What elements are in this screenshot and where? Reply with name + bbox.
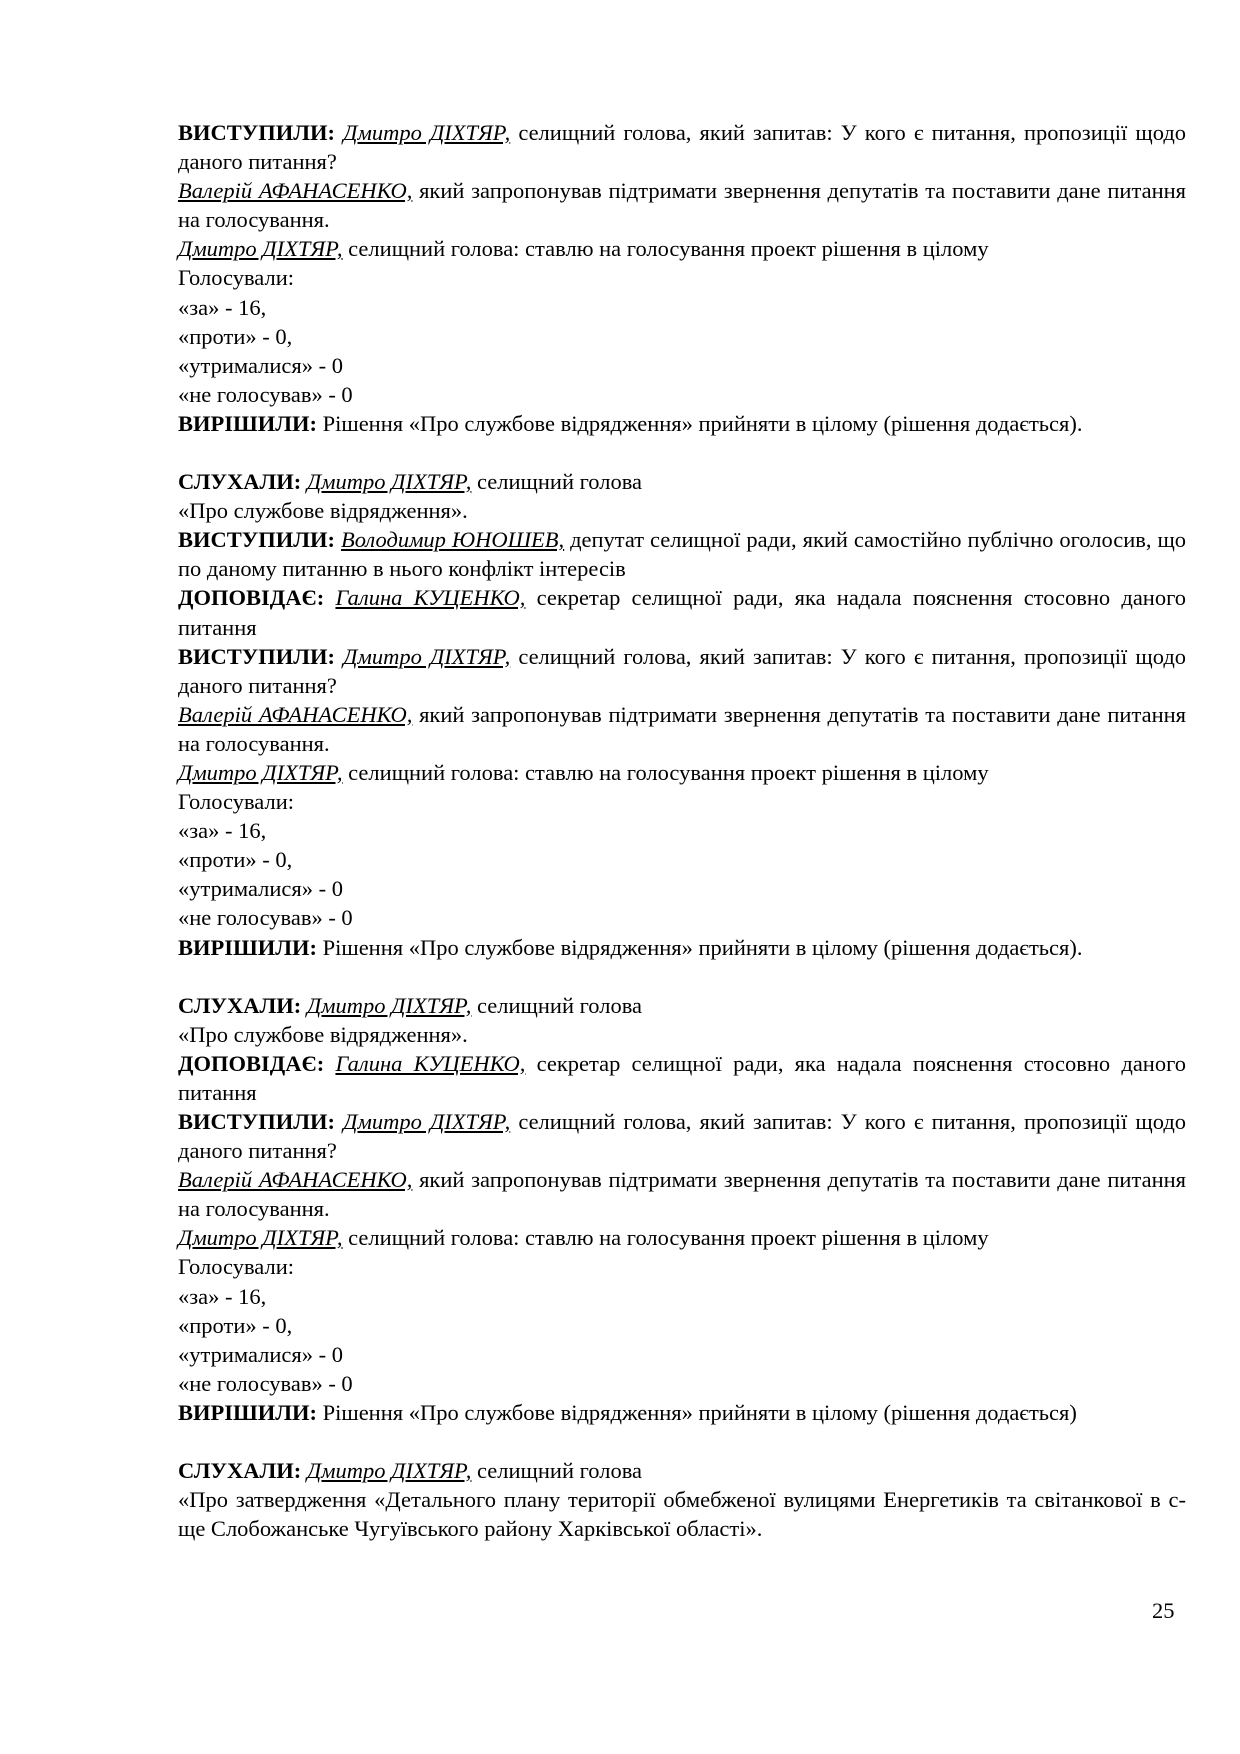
text-run: селищний голова [471, 469, 643, 495]
paragraph [178, 991, 1186, 1020]
paragraph [178, 1165, 1186, 1223]
text-run: Рішення «Про службове відрядження» прийняти в цілому (рішення додається) [316, 1399, 1077, 1425]
text-run: «утрималися» - 0 [178, 1341, 344, 1367]
paragraph [178, 1020, 1186, 1049]
text-run: секретар селищної ради, яка надала пояснення стосовно даного питання [178, 1050, 1187, 1105]
text-run: Рішення «Про службове відрядження» прийняти в цілому (рішення додається). [316, 934, 1083, 960]
text-run: «Про затвердження «Детального плану території обмебженої вулицями Енергетиків та світанкової в с-ще Слобожанське Чугуївського району Харківської області». [178, 1487, 1186, 1542]
section-keyword: ДОПОВІДАЄ: [178, 585, 325, 611]
text-run [324, 1051, 335, 1076]
text-run: «за» - 16, [178, 294, 267, 320]
text-run: «за» - 16, [178, 1283, 267, 1309]
paragraph [178, 293, 1186, 322]
text-run: селищний голова, який запитав: У кого є питання, пропозиції щодо даного питання? [178, 120, 1187, 175]
text-run: який запропонував підтримати звернення депутатів та поставити дане питання на голосування. [178, 178, 1186, 233]
text-run: «за» - 16, [178, 818, 267, 844]
paragraph [178, 496, 1186, 525]
text-run: «проти» - 0, [178, 1312, 293, 1338]
paragraph [178, 874, 1186, 903]
paragraph [178, 409, 1186, 438]
section-keyword: СЛУХАЛИ: [178, 1458, 302, 1484]
text-run: «утрималися» - 0 [178, 352, 344, 378]
person-name: Дмитро ДІХТЯР, [343, 120, 511, 145]
text-run: «Про службове відрядження». [178, 1021, 468, 1047]
paragraph [178, 1282, 1186, 1311]
page-number: 25 [1152, 1598, 1175, 1623]
paragraph [178, 1485, 1186, 1543]
paragraph [178, 583, 1186, 641]
text-run: Голосували: [178, 789, 294, 815]
text-run: селищний голова: ставлю на голосування проект рішення в цілому [342, 759, 989, 785]
paragraph [178, 933, 1186, 962]
text-run: селищний голова, який запитав: У кого є питання, пропозиції щодо даного питання? [178, 1109, 1187, 1164]
section-keyword: ВИРІШИЛИ: [178, 1399, 317, 1425]
protocol-section [178, 467, 1186, 962]
paragraph [178, 700, 1186, 758]
person-name: Дмитро ДІХТЯР, [178, 236, 343, 262]
text-run: селищний голова: ставлю на голосування проект рішення в цілому [342, 1225, 989, 1251]
text-run [324, 585, 335, 610]
text-run: Голосували: [178, 265, 294, 291]
person-name: Дмитро ДІХТЯР, [306, 1458, 472, 1484]
text-run: «утрималися» - 0 [178, 876, 344, 902]
paragraph [178, 263, 1186, 292]
section-keyword: СЛУХАЛИ: [178, 992, 302, 1018]
paragraph [178, 1049, 1186, 1107]
person-name: Валерій АФАНАСЕНКО, [178, 701, 413, 727]
person-name: Дмитро ДІХТЯР, [306, 992, 472, 1018]
section-keyword: ВИРІШИЛИ: [178, 934, 317, 960]
person-name: Дмитро ДІХТЯР, [343, 1109, 511, 1134]
text-run: Рішення «Про службове відрядження» прийняти в цілому (рішення додається). [316, 410, 1083, 436]
section-keyword: ВИСТУПИЛИ: [178, 1109, 336, 1134]
section-keyword: ВИСТУПИЛИ: [178, 527, 336, 553]
text-run: селищний голова, який запитав: У кого є питання, пропозиції щодо даного питання? [178, 643, 1187, 698]
paragraph [178, 642, 1186, 700]
block-spacer [178, 438, 1186, 467]
text-run: «проти» - 0, [178, 847, 293, 873]
paragraph [178, 845, 1186, 874]
text-run: «не голосував» - 0 [178, 381, 353, 407]
paragraph [178, 816, 1186, 845]
text-run: який запропонував підтримати звернення депутатів та поставити дане питання на голосування. [178, 701, 1186, 756]
paragraph [178, 1311, 1186, 1340]
text-run: «не голосував» - 0 [178, 905, 353, 931]
person-name: Дмитро ДІХТЯР, [178, 1225, 343, 1251]
person-name: Володимир ЮНОШЕВ, [340, 527, 565, 553]
person-name: Дмитро ДІХТЯР, [343, 643, 511, 669]
text-run [335, 120, 343, 145]
protocol-section [178, 118, 1186, 438]
text-run: який запропонував підтримати звернення депутатів та поставити дане питання на голосування. [178, 1167, 1186, 1222]
document-body [178, 118, 1186, 1543]
paragraph [178, 1252, 1186, 1281]
text-run [335, 1109, 343, 1134]
person-name: Галина КУЦЕНКО, [335, 585, 526, 611]
block-spacer [178, 962, 1186, 991]
text-run: селищний голова [471, 1458, 643, 1484]
paragraph [178, 1369, 1186, 1398]
paragraph [178, 903, 1186, 932]
section-keyword: ДОПОВІДАЄ: [178, 1050, 325, 1076]
paragraph [178, 380, 1186, 409]
section-keyword: ВИСТУПИЛИ: [178, 120, 336, 145]
section-keyword: СЛУХАЛИ: [178, 469, 302, 495]
paragraph [178, 1223, 1186, 1252]
person-name: Валерій АФАНАСЕНКО, [178, 178, 413, 204]
text-run: Голосували: [178, 1254, 294, 1280]
text-run: секретар селищної ради, яка надала пояснення стосовно даного питання [178, 585, 1187, 640]
paragraph [178, 234, 1186, 263]
text-run: «Про службове відрядження». [178, 498, 468, 524]
person-name: Галина КУЦЕНКО, [335, 1050, 526, 1076]
paragraph [178, 1107, 1186, 1165]
section-keyword: ВИСТУПИЛИ: [178, 643, 336, 669]
text-run: депутат селищної ради, який самостійно публічно оголосив, що по даному питанню в нього конфлікт інтересів [178, 527, 1187, 582]
paragraph [178, 758, 1186, 787]
paragraph [178, 787, 1186, 816]
paragraph [178, 118, 1186, 176]
paragraph [178, 1340, 1186, 1369]
paragraph [178, 322, 1186, 351]
text-run: «не голосував» - 0 [178, 1370, 353, 1396]
person-name: Дмитро ДІХТЯР, [306, 469, 472, 495]
person-name: Валерій АФАНАСЕНКО, [178, 1167, 413, 1193]
text-run: «проти» - 0, [178, 323, 293, 349]
text-run [335, 644, 343, 669]
paragraph [178, 525, 1186, 583]
paragraph [178, 1456, 1186, 1485]
section-keyword: ВИРІШИЛИ: [178, 410, 317, 436]
paragraph [178, 467, 1186, 496]
protocol-section [178, 991, 1186, 1427]
block-spacer [178, 1427, 1186, 1456]
person-name: Дмитро ДІХТЯР, [178, 759, 343, 785]
protocol-section [178, 1456, 1186, 1543]
paragraph [178, 176, 1186, 234]
text-run: селищний голова: ставлю на голосування проект рішення в цілому [342, 236, 989, 262]
paragraph [178, 1398, 1186, 1427]
text-run: селищний голова [471, 992, 643, 1018]
paragraph [178, 351, 1186, 380]
